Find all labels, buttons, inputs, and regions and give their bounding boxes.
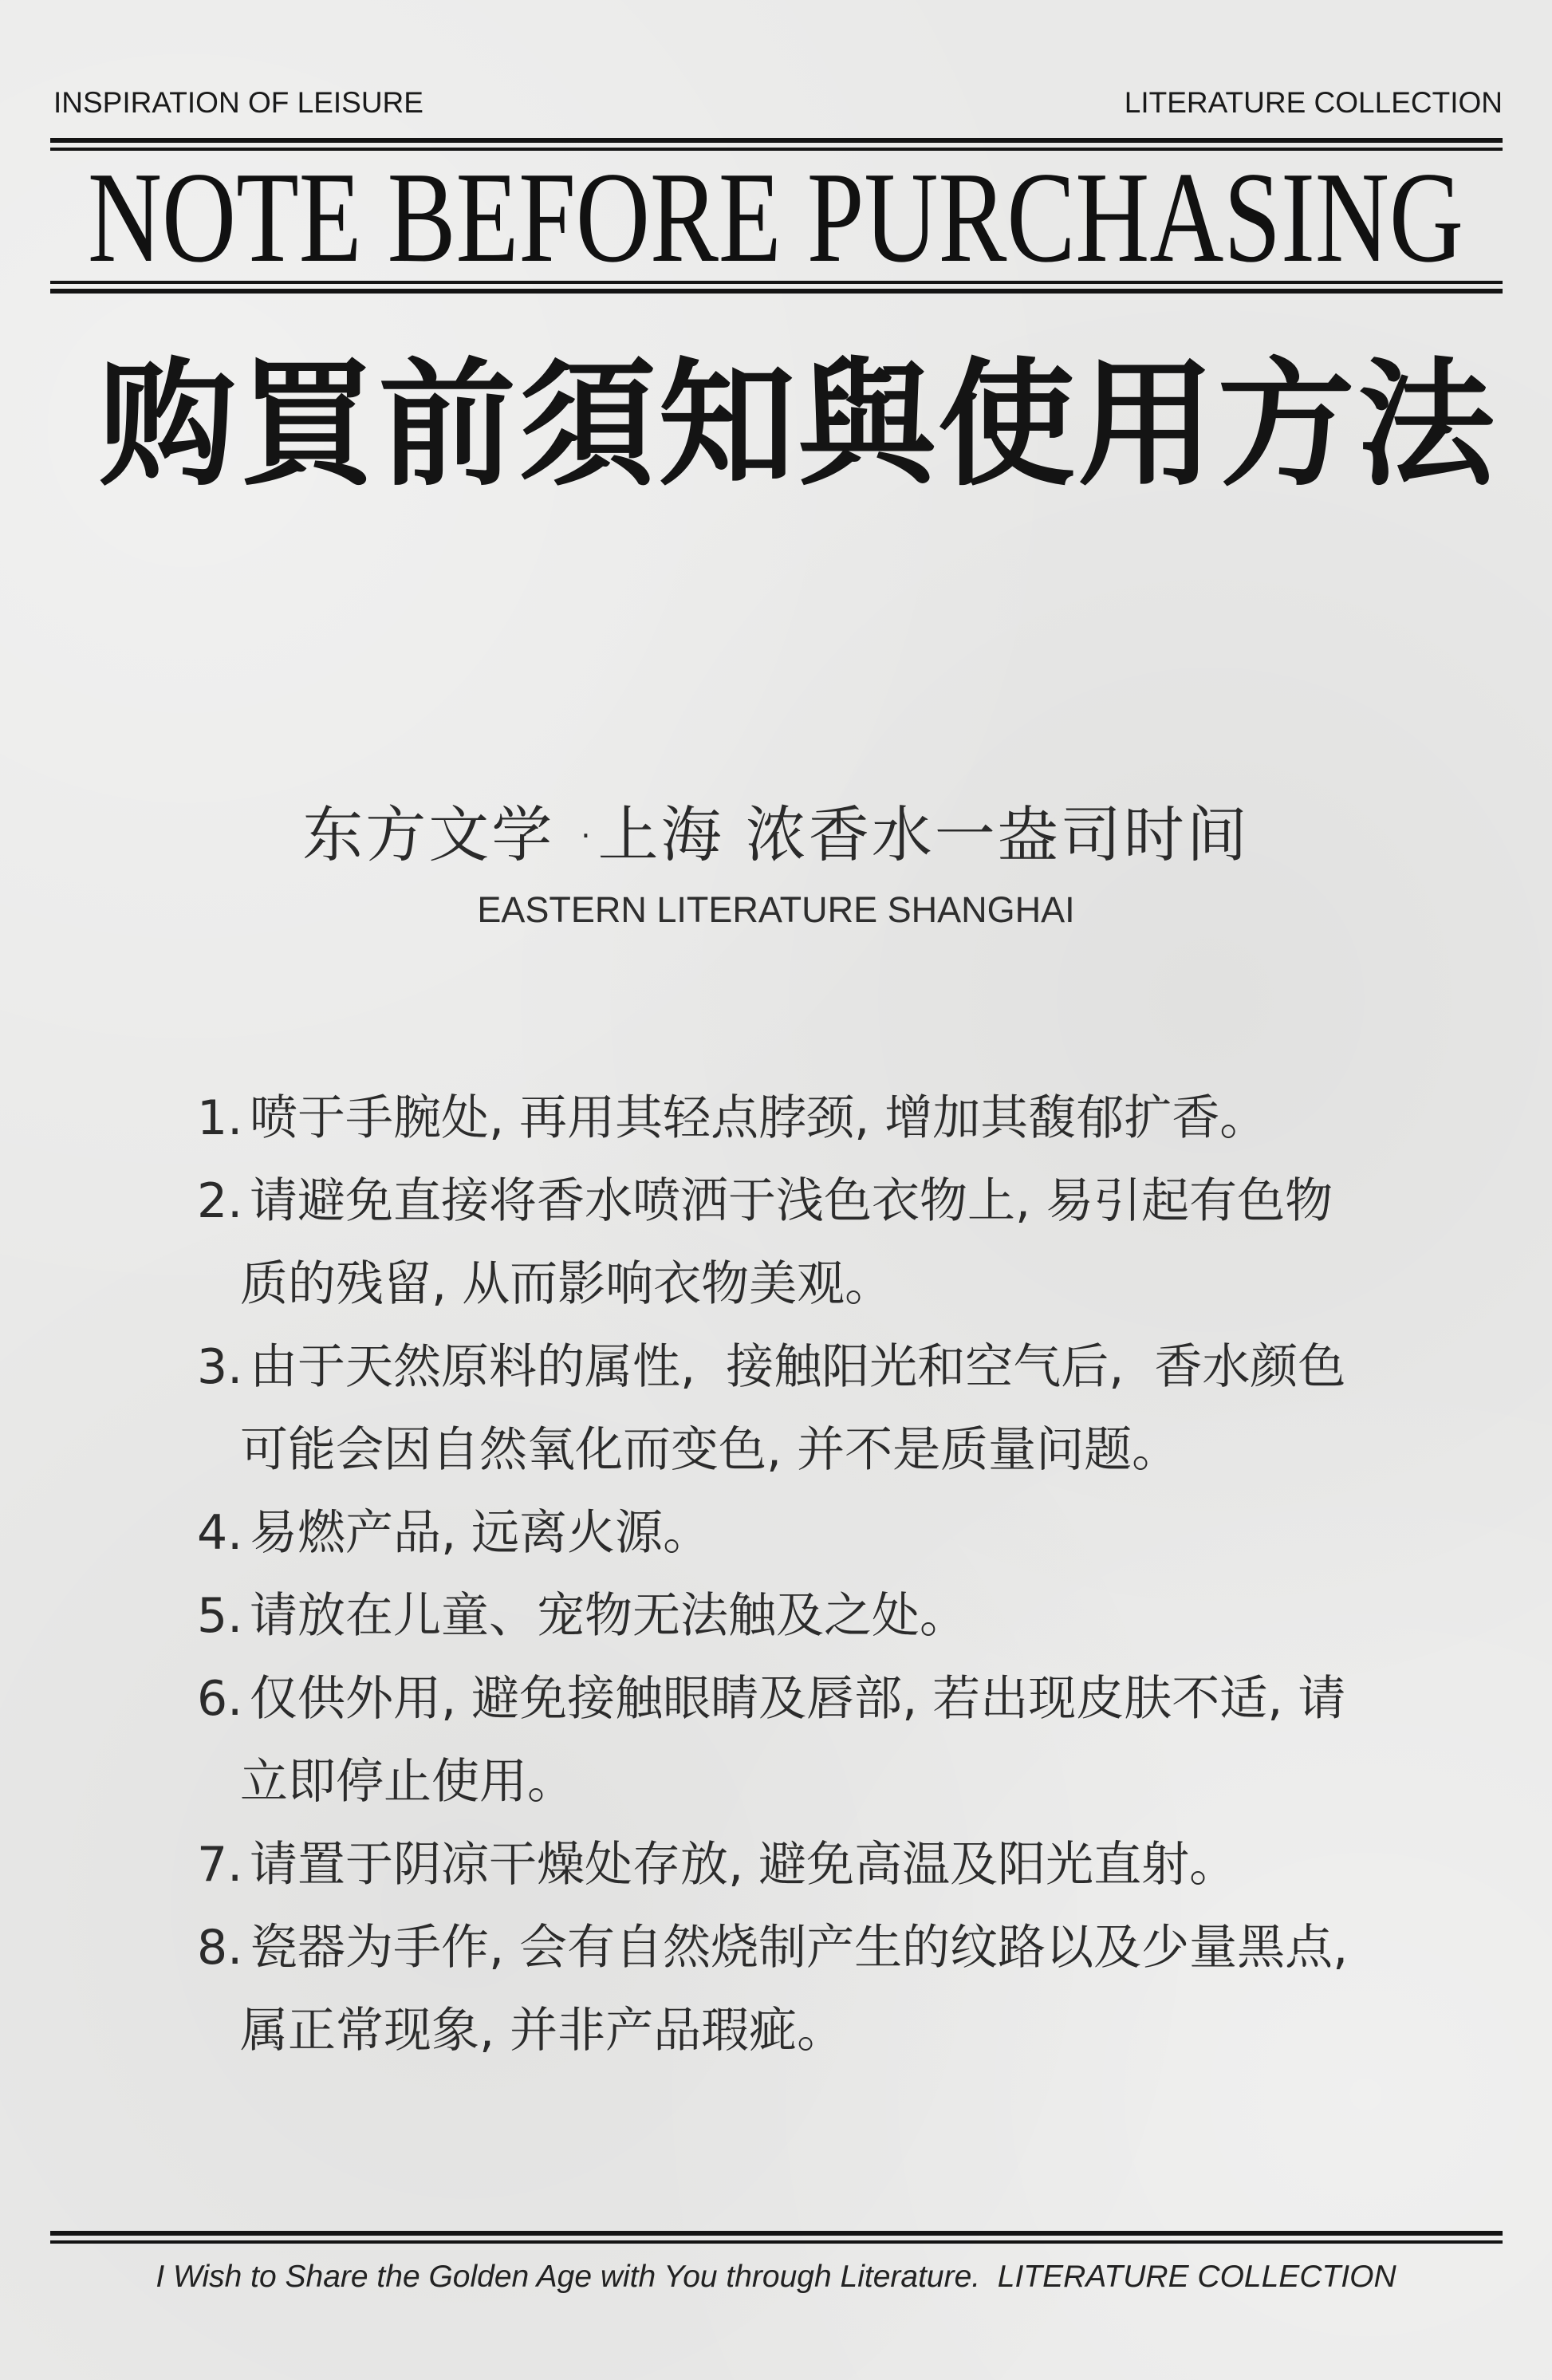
list-item-line: [197, 1574, 1348, 1657]
list-item-number: 8.: [197, 1920, 243, 1976]
subtitle-en: EASTERN LITERATURE SHANGHAI: [477, 889, 1075, 930]
list-item-line: [197, 1326, 1348, 1409]
list-item-line: [197, 1906, 1348, 1989]
list-item: [197, 1574, 1348, 1657]
list-item: [197, 1326, 1348, 1491]
title-en-svg: [0, 160, 1552, 279]
rule-top-lower: [50, 148, 1503, 151]
page-title-zh: 购買前須知與使用方法: [99, 343, 1495, 502]
list-item: [197, 1906, 1348, 2072]
list-item-text: 请放在儿童、宠物无法触及之处。: [250, 1588, 967, 1644]
rule-footer-upper: [50, 2231, 1503, 2236]
list-item-text: 由于天然原料的属性, 接触阳光和空气后, 香水颜色: [250, 1339, 1346, 1395]
list-item-continuation: 可能会因自然氧化而变色, 并不是质量问题。: [240, 1422, 1180, 1478]
list-item-number: 2.: [197, 1173, 243, 1229]
list-item: [197, 1491, 1348, 1574]
rule-title-lower: [50, 289, 1503, 294]
list-item-number: 7.: [197, 1837, 243, 1893]
list-item-continuation: 质的残留, 从而影响衣物美观。: [240, 1256, 893, 1312]
list-item-text: 仅供外用, 避免接触眼睛及唇部, 若出现皮肤不适, 请: [250, 1671, 1346, 1727]
header-left-label: INSPIRATION OF LEISURE: [53, 86, 423, 119]
list-item-number: 3.: [197, 1339, 243, 1395]
list-item: [197, 1077, 1348, 1160]
footer-tagline: I Wish to Share the Golden Age with You through Literature. LITERATURE COLLECTION: [156, 2260, 1396, 2294]
rule-footer-lower: [50, 2240, 1503, 2244]
title-zh-svg: [0, 335, 1552, 502]
list-item-text: 喷于手腕处, 再用其轻点脖颈, 增加其馥郁扩香。: [250, 1090, 1268, 1146]
list-item-line: [197, 1491, 1348, 1574]
rule-title-upper: [50, 281, 1503, 284]
rule-top-upper: [50, 138, 1503, 143]
list-item-text: 易燃产品, 远离火源。: [250, 1505, 711, 1561]
list-item-number: 1.: [197, 1090, 243, 1146]
list-item-number: 6.: [197, 1671, 243, 1727]
header-right-label: LITERATURE COLLECTION: [1124, 86, 1503, 119]
list-item-line: [197, 1160, 1348, 1243]
list-item-number: 5.: [197, 1588, 243, 1644]
list-item-line: [197, 1657, 1348, 1740]
list-item-line: [197, 1077, 1348, 1160]
list-item-continuation: 属正常现象, 并非产品瑕疵。: [240, 2003, 845, 2059]
list-item-continuation: 立即停止使用。: [240, 1754, 575, 1810]
list-item-line: [197, 1823, 1348, 1906]
list-item: [197, 1160, 1348, 1326]
list-item-text: 瓷器为手作, 会有自然烧制产生的纹路以及少量黑点,: [250, 1920, 1349, 1976]
list-item: [197, 1657, 1348, 1823]
list-item: [197, 1823, 1348, 1906]
notes-list: [197, 1077, 1348, 2072]
list-item-number: 4.: [197, 1505, 243, 1561]
list-item-text: 请置于阴凉干燥处存放, 避免高温及阳光直射。: [250, 1837, 1238, 1893]
page-title-en: NOTE BEFORE PURCHASING: [88, 160, 1463, 279]
list-item-text: 请避免直接将香水喷洒于浅色衣物上, 易引起有色物: [250, 1173, 1333, 1229]
subtitle-zh: 东方文学 ·上海 浓香水一盎司时间: [302, 799, 1250, 870]
